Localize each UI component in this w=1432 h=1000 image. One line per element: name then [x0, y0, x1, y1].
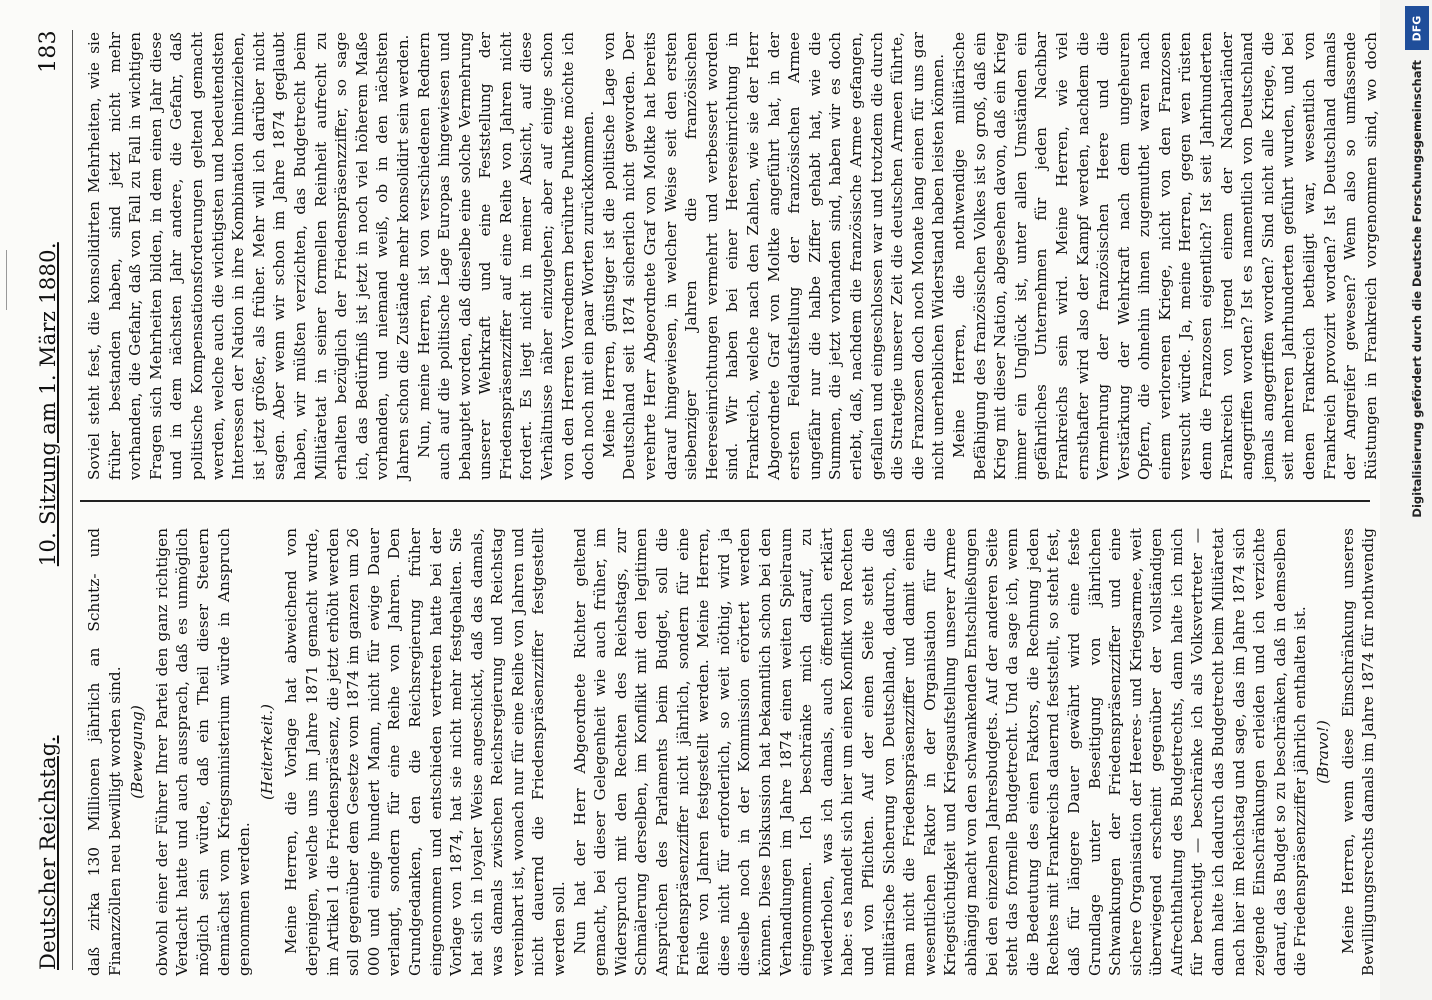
dfg-sidebar	[1404, 6, 1430, 998]
paragraph: Nun, meine Herren, ist von verschiedenen Rednern auch auf die politische Lage Europas hingewiesen und behauptet worden, daß dieselbe eine solche Vermehrung unserer Wehrkraft und eine Feststellung der Friedenspräsenzziffer auf eine Reihe von Jahren nicht fordert. Es liegt nicht in meiner Absicht, auf diese Verhältnisse näher einzugehen; aber auf einige schon von den Herren Vorrednern berührte Punkte möchte ich doch noch mit ein paar Worten zurückkommen.	[414, 32, 598, 480]
paragraph: Soviel steht fest, die konsolidirten Mehrheiten, wie sie früher bestanden haben, sind jetzt nicht mehr vorhanden, die Gefahr, daß von Fall zu Fall in wichtigen Fragen sich Mehrheiten bilden, in dem einen Jahr diese und in dem nächsten Jahr andere, die Gefahr, daß politische Kompensationsforderungen geltend gemacht werden, welche auch die wichtigsten und bedeutendsten Interessen der Nation in ihre Kombination hineinziehen, ist jetzt größer, als früher. Mehr will ich darüber nicht sagen. Aber wenn wir schon im Jahre 1874 geglaubt haben, wir müßten verzichten, das Budgetrecht beim Militäretat in seiner formellen Reinheit aufrecht zu erhalten bezüglich der Friedenspräsenzziffer, so sage ich, das Bedürfniß ist jetzt in noch viel höherem Maße vorhanden, und niemand weiß, ob in den nächsten Jahren schon die Zustände mehr konsolidirt sein werden.	[85, 32, 412, 480]
stage-note: (Bravo!)	[1314, 720, 1333, 784]
dfg-logo-text: DFG	[1410, 15, 1424, 41]
header-rule	[72, 30, 73, 970]
stage-note: (Bewegung)	[128, 705, 147, 799]
page-number: 183	[35, 30, 61, 73]
session-date: 10. Sitzung am 1. März 1880.	[36, 242, 60, 567]
paragraph: daß zirka 130 Millionen jährlich an Schutz- und Finanzzöllen neu bewilligt worden sind.	[85, 528, 124, 976]
left-column	[84, 528, 1380, 976]
paragraph: Nun hat der Herr Abgeordnete Richter geltend gemacht, bei dieser Gelegenheit wie auch früher, im Widerspruch mit den Rechten des Reichstags, zur Schmälerung derselben, im Konflikt mit den legitimen Ansprüchen des Parlaments beim Budget, soll die Friedenspräsenzziffer nicht jährlich, sondern für eine Reihe von Jahren festgestellt werden. Meine Herren, diese nicht für erforderlich, so weit nöthig, wird ja dieselbe noch in der Kommission erörtert werden können. Diese Diskussion hat bekanntlich schon bei den Verhandlungen im Jahre 1874 einen weiten Spielraum eingenommen. Ich beschränke mich darauf, zu wiederholen, was ich damals, auch öffentlich erklärt habe: es handelt sich hier um einen Konflikt von Rechten und von Pflichten. Auf der einen Seite steht die militärische Sicherung von Deutschland, dadurch, daß man nicht die Friedenspräsenzziffer und damit einen wesentlichen Faktor in der Organisation für die Kriegstüchtigkeit und Kriegsaufstellung unserer Armee abhängig macht von den schwankenden Entschließungen bei den einzelnen Jahresbudgets. Auf der anderen Seite steht das formelle Budgetrecht. Und da sage ich, wenn die Bedeutung des einen Faktors, die Rechnung jeden Rechtes mit Frankreichs dauernd feststellt, so steht fest, daß für längere Dauer gewährt wird eine feste Grundlage unter Beseitigung von jährlichen Schwankungen der Friedenspräsenzziffer und eine sichere Organisation der Heeres- und Kriegsarmee, weit überwiegend erscheint gegenüber der vollständigen Aufrechthaltung des Budgetrechts, dann halte ich mich für berechtigt — beschränke ich als Volksvertreter — dann halte ich dadurch das Budgetrecht beim Militäretat nach hier im Reichstag und sage, das im Jahre 1874 sich zeigende Einschränkungen erleiden und ich verzichte darauf, das Budget so zu beschränken, daß in demselben die Friedenspräsenzziffer jährlich enthalten ist.	[570, 528, 1310, 976]
right-column	[84, 32, 1380, 480]
stage-note: (Heiterkeit.)	[257, 704, 276, 800]
top-edge-mark	[0, 250, 7, 310]
dfg-funding-note: Digitalisierung gefördert durch die Deutsche Forschungsgemeinschaft	[1410, 60, 1424, 518]
dfg-logo	[1405, 6, 1429, 50]
journal-title: Deutscher Reichstag.	[36, 735, 60, 970]
paragraph: obwohl einer der Führer Ihrer Partei den ganz richtigen Verdacht hatte und auch aussprach, daß es unmöglich möglich sein würde, daß ein Theil dieser Steuern demnächst vom Kriegsministerium würde in Anspruch genommen werden.	[152, 528, 254, 976]
page-header	[28, 30, 68, 970]
paragraph: Meine Herren, die Vorlage hat abweichend von derjenigen, welche uns im Jahre 1871 gemacht wurde, im Artikel 1 die Friedenspräsenz, die jetzt erhöht werden soll gegenüber dem Gesetze vom 1874 im ganzen um 26 000 und einige hundert Mann, nicht für ewige Dauer verlangt, sondern für eine Reihe von Jahren. Den Grundgedanken, den die Reichsregierung früher eingenommen und entschieden vertreten hatte bei der Vorlage von 1874, hat sie nicht mehr festgehalten. Sie hat sich in loyaler Weise angeschickt, daß das damals, was damals zwischen Reichsregierung und Reichstag vereinbart ist, wonach nur für eine Reihe von Jahren und nicht dauernd die Friedenspräsenzziffer festgestellt werden soll.	[282, 528, 569, 976]
paragraph: Meine Herren, günstiger ist die politische Lage von Deutschland seit 1874 sicherlich nicht geworden. Der verehrte Herr Abgeordnete Graf von Moltke hat bereits darauf hingewiesen, in welcher Weise seit den ersten siebenziger Jahren die französischen Heereseinrichtungen vermehrt und verbessert worden sind. Wir haben bei einer Heereseinrichtung in Frankreich, welche nach den Zahlen, wie sie der Herr Abgeordnete Graf von Moltke angeführt hat, in der ersten Feldaufstellung der französischen Armee ungefähr nur die halbe Ziffer gehabt hat, wie die Summen, die jetzt vorhanden sind, haben wir es doch erlebt, daß, nachdem die französische Armee gefangen, gefallen und eingeschlossen war und trotzdem die durch die Strategie unserer Zeit die deutschen Armeen führte, die Franzosen doch noch Monate lang einen für uns gar nicht unerheblichen Widerstand haben leisten können.	[599, 32, 948, 480]
paragraph: Meine Herren, wenn diese Einschränkung unseres Bewilligungsrechts damals im Jahre 1874 für nothwendig	[1338, 528, 1378, 976]
column-divider	[80, 500, 1370, 502]
paragraph: Meine Herren, die nothwendige militärische Befähigung des französischen Volkes ist so groß, daß ein Krieg mit dieser Nation, abgesehen davon, daß ein Krieg immer ein Unglück ist, unter allen Umständen ein gefährliches Unternehmen für jeden Nachbar Frankreichs sein wird. Meine Herren, wie viel ernsthafter wird also der Kampf werden, nachdem die Vermehrung der französischen Heere und die Verstärkung der Wehrkraft nach dem ungeheuren Opfern, die ohnehin ihnen zugemuthet waren nach einem verlorenen Kriege, nicht von den Franzosen versucht würde. Ja, meine Herren, gegen wen rüsten denn die Franzosen eigentlich? Ist seit Jahrhunderten Frankreich von irgend einem der Nachbarländer angegriffen worden? Ist es namentlich von Deutschland jemals angegriffen worden? Sind nicht alle Kriege, die seit mehreren Jahrhunderten geführt wurden, und bei denen Frankreich betheiligt war, wesentlich von Frankreich provozirt worden? Ist Deutschland damals der Angreifer gewesen? Wenn also so umfassende Rüstungen in Frankreich vorgenommen sind, wo doch	[949, 32, 1380, 480]
